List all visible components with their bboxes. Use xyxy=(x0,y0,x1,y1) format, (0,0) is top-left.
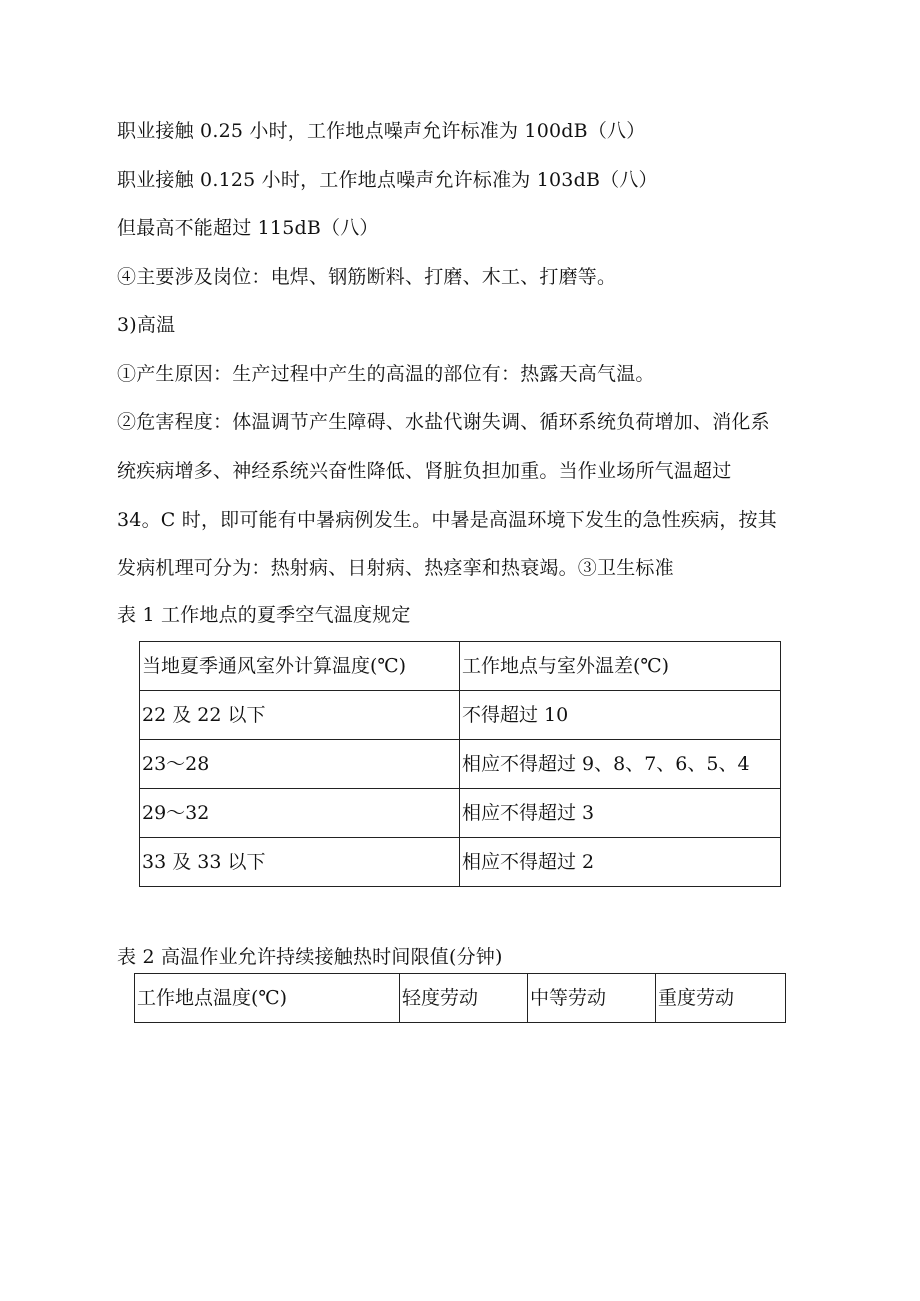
table-cell: 相应不得超过 3 xyxy=(460,789,781,838)
paragraph-heat-hazard-4: 发病机理可分为：热射病、日射病、热痉挛和热衰竭。③卫生标准 xyxy=(117,557,674,579)
paragraph-heat-cause: ①产生原因：生产过程中产生的高温的部位有：热露天高气温。 xyxy=(117,363,655,385)
table-cell: 29～32 xyxy=(140,789,460,838)
table-header-cell: 重度劳动 xyxy=(656,974,786,1023)
table-cell: 相应不得超过 9、8、7、6、5、4 xyxy=(460,740,781,789)
table-header-cell: 中等劳动 xyxy=(528,974,656,1023)
table-row xyxy=(140,838,781,887)
table-header-cell: 工作地点温度(℃) xyxy=(135,974,400,1023)
table-header-row xyxy=(140,642,781,691)
table2-caption: 表 2 高温作业允许持续接触热时间限值(分钟) xyxy=(117,946,503,968)
table-cell: 23～28 xyxy=(140,740,460,789)
paragraph-heat-hazard-2: 统疾病增多、神经系统兴奋性降低、肾脏负担加重。当作业场所气温超过 xyxy=(117,460,732,482)
table-row xyxy=(140,691,781,740)
table1-caption: 表 1 工作地点的夏季空气温度规定 xyxy=(117,604,411,626)
section-heading-high-temperature: 3)高温 xyxy=(117,314,176,336)
paragraph-noise-025h: 职业接触 0.25 小时，工作地点噪声允许标准为 100dB（八） xyxy=(117,120,646,142)
table-header-cell: 工作地点与室外温差(℃) xyxy=(460,642,781,691)
table-cell: 22 及 22 以下 xyxy=(140,691,460,740)
table-header-cell: 轻度劳动 xyxy=(400,974,528,1023)
table-row xyxy=(140,740,781,789)
paragraph-noise-positions: ④主要涉及岗位：电焊、钢筋断料、打磨、木工、打磨等。 xyxy=(117,266,617,288)
table-row xyxy=(140,789,781,838)
paragraph-noise-max: 但最高不能超过 115dB（八） xyxy=(117,217,379,239)
table-header-row xyxy=(135,974,786,1023)
table-header-cell: 当地夏季通风室外计算温度(℃) xyxy=(140,642,460,691)
paragraph-noise-0125h: 职业接触 0.125 小时，工作地点噪声允许标准为 103dB（八） xyxy=(117,169,658,191)
table-cell: 不得超过 10 xyxy=(460,691,781,740)
table-cell: 33 及 33 以下 xyxy=(140,838,460,887)
table-heat-exposure-limits xyxy=(134,973,786,1023)
table-cell: 相应不得超过 2 xyxy=(460,838,781,887)
paragraph-heat-hazard-3: 34。C 时，即可能有中暑病例发生。中暑是高温环境下发生的急性疾病，按其 xyxy=(117,509,777,531)
table-summer-air-temperature xyxy=(139,641,781,887)
paragraph-heat-hazard-1: ②危害程度：体温调节产生障碍、水盐代谢失调、循环系统负荷增加、消化系 xyxy=(117,411,770,433)
